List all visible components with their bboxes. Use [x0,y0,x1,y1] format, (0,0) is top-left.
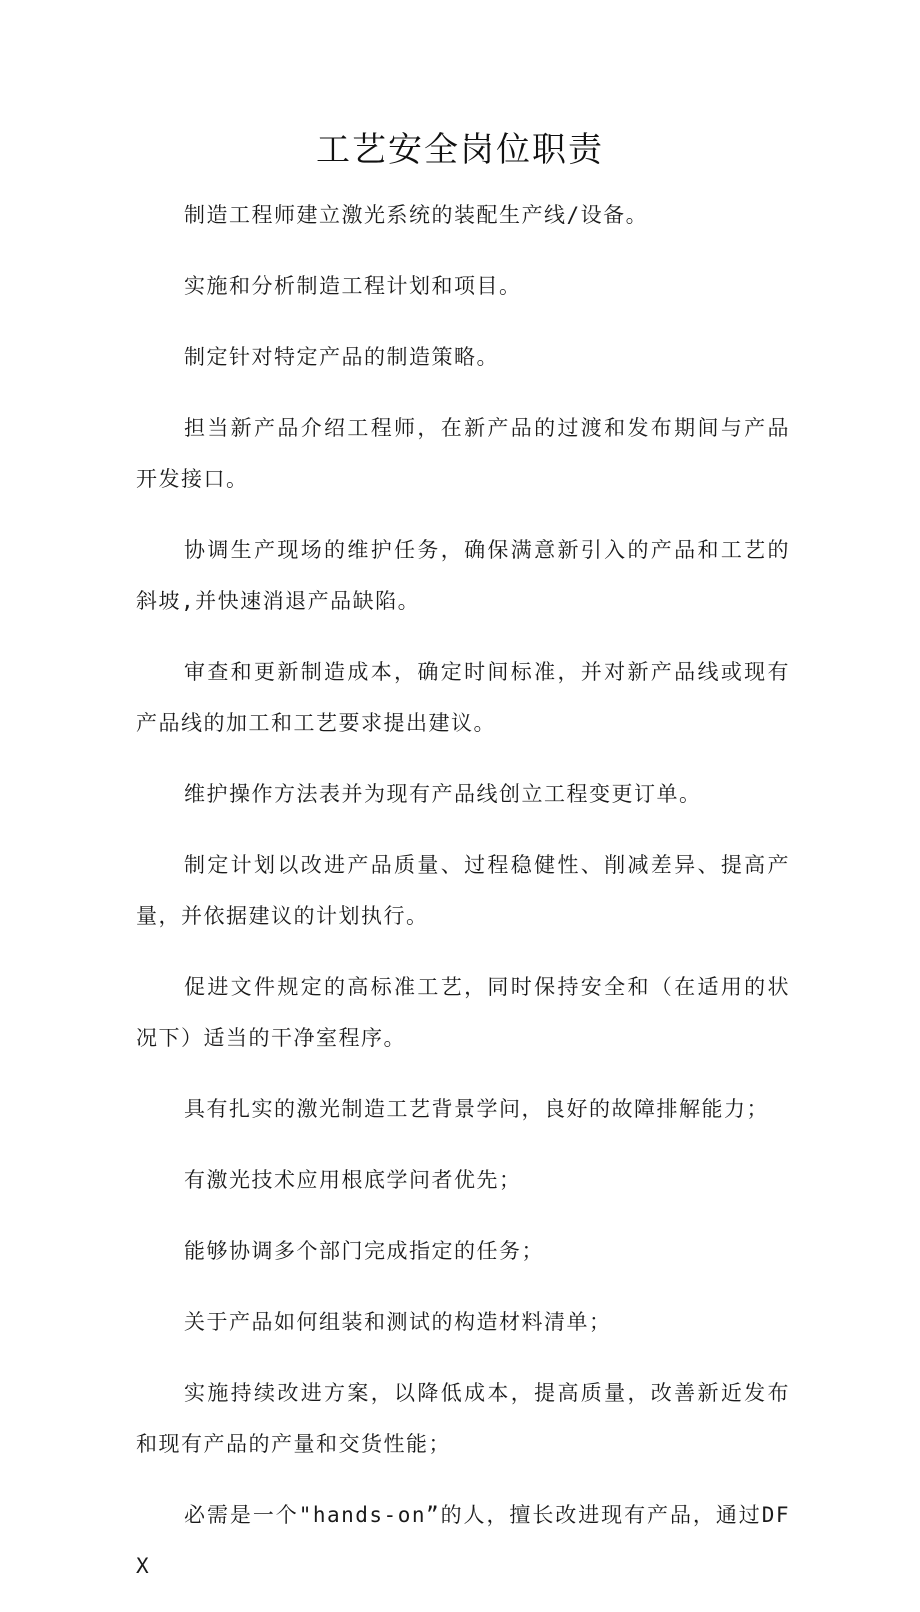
document-title: 工艺安全岗位职责 [316,130,604,170]
paragraph: 关于产品如何组装和测试的构造材料清单； [184,1310,612,1334]
paragraph: 审查和更新制造成本，确定时间标准，并对新产品线或现有产品线的加工和工艺要求提出建议。 [136,660,790,735]
paragraph: 促进文件规定的高标准工艺，同时保持安全和（在适用的状况下）适当的干净室程序。 [136,975,790,1050]
paragraph: 协调生产现场的维护任务，确保满意新引入的产品和工艺的斜坡,并快速消退产品缺陷。 [136,538,790,613]
paragraph: 实施持续改进方案，以降低成本，提高质量，改善新近发布和现有产品的产量和交货性能； [136,1381,790,1456]
paragraph: 有激光技术应用根底学问者优先； [184,1168,522,1192]
paragraph: 制造工程师建立激光系统的装配生产线/设备。 [184,203,649,227]
paragraph: 制定计划以改进产品质量、过程稳健性、削减差异、提高产量，并依据建议的计划执行。 [136,853,790,928]
paragraph: 具有扎实的激光制造工艺背景学问，良好的故障排解能力； [184,1097,769,1121]
paragraph: 维护操作方法表并为现有产品线创立工程变更订单。 [184,782,702,806]
paragraph: 必需是一个"hands-on”的人，擅长改进现有产品，通过DFX [136,1503,790,1578]
paragraph: 制定针对特定产品的制造策略。 [184,345,499,369]
paragraph: 担当新产品介绍工程师，在新产品的过渡和发布期间与产品开发接口。 [136,416,790,491]
paragraph: 实施和分析制造工程计划和项目。 [184,274,522,298]
document-body [136,190,790,1612]
paragraph: 能够协调多个部门完成指定的任务； [184,1239,544,1263]
